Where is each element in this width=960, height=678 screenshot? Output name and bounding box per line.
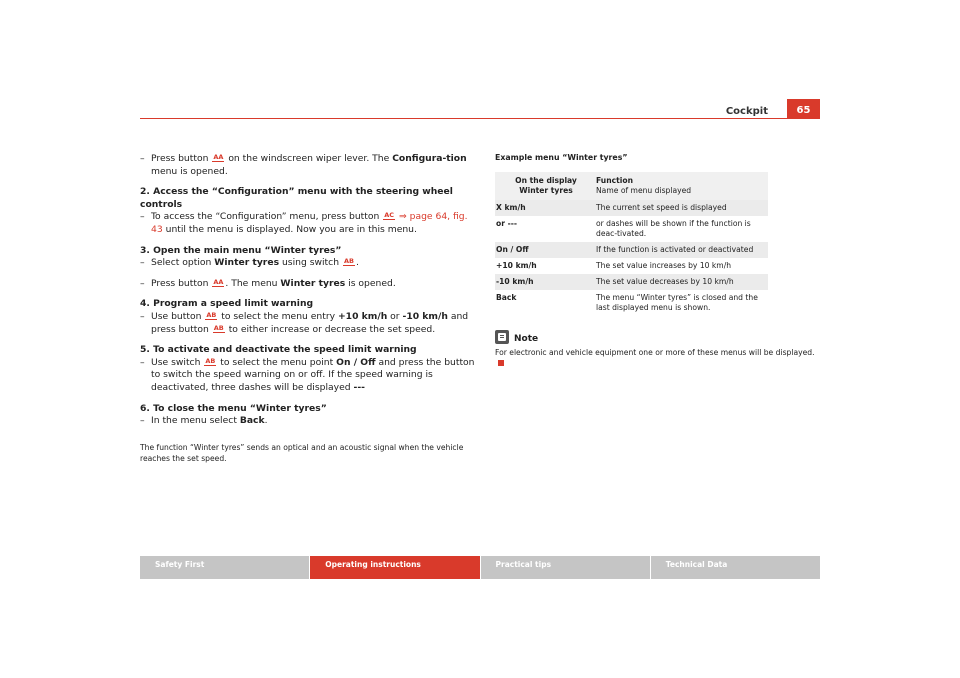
step-heading-6: 6. To close the menu “Winter tyres” bbox=[140, 402, 327, 414]
table-row: +10 km/h The set value increases by 10 km/h bbox=[496, 261, 732, 270]
table-row: X km/h The current set speed is displayed bbox=[495, 200, 768, 216]
tab-safety-first[interactable]: Safety First bbox=[140, 556, 309, 579]
menu-table bbox=[495, 172, 768, 316]
section-title: Cockpit bbox=[725, 106, 768, 117]
key-aa-icon: AA bbox=[213, 153, 224, 161]
instruction-item: – Use switch AB to select the menu point On / Off and press the button to switch the speed warning on or off. If the speed warning is deactivated, three dashes will be displayed --- bbox=[140, 357, 480, 395]
table-header-row bbox=[495, 172, 768, 200]
header-cell-function: Function Name of menu displayed bbox=[596, 172, 768, 200]
key-ac-icon: AC bbox=[384, 211, 395, 220]
function-footnote: The function “Winter tyres” sends an optical and an acoustic signal when the vehicle reaches the set speed. bbox=[140, 442, 464, 463]
table-row: On / Off If the function is activated or deactivated bbox=[495, 242, 768, 258]
instruction-item: – Press button AA on the windscreen wiper lever. The Configura-tion menu is opened. bbox=[140, 153, 480, 178]
instruction-item: – Press button AA . The menu Winter tyres is opened. bbox=[140, 278, 480, 291]
step-heading-2: 2. Access the “Configuration” menu with the steering wheel controls bbox=[140, 186, 453, 210]
page-number: 65 bbox=[787, 99, 820, 119]
step-heading-3: 3. Open the main menu “Winter tyres” bbox=[140, 244, 342, 256]
table-row: or --- or dashes will be shown if the function is deac-tivated. bbox=[496, 219, 751, 238]
note-title: Note bbox=[514, 334, 539, 344]
note-header bbox=[495, 330, 820, 344]
instruction-item: – In the menu select Back. bbox=[140, 415, 480, 428]
tab-practical-tips[interactable]: Practical tips bbox=[481, 556, 650, 579]
end-of-section-icon bbox=[498, 360, 504, 366]
key-ab-icon: AB bbox=[206, 310, 217, 319]
instruction-item: – Use button AB to select the menu entry +10 km/h or -10 km/h and press button AB to either increase or decrease the set speed. bbox=[140, 311, 480, 336]
instruction-item: – Select option Winter tyres using switch AB . bbox=[140, 257, 480, 270]
page-reference-link[interactable]: ⇒ page 64, fig. 43 bbox=[151, 211, 468, 235]
step-heading-5: 5. To activate and deactivate the speed limit warning bbox=[140, 344, 417, 356]
key-ab-icon: AB bbox=[343, 257, 354, 266]
header-rule bbox=[140, 118, 820, 119]
step-heading-4: 4. Program a speed limit warning bbox=[140, 298, 314, 310]
instruction-item: – To access the “Configuration” menu, press button AC ⇒ page 64, fig. 43 until the menu is displayed. Now you are in this menu. bbox=[140, 211, 480, 236]
section-tabs bbox=[140, 556, 820, 579]
header-cell-display: On the display Winter tyres bbox=[495, 172, 596, 200]
key-ab-icon: AB bbox=[205, 356, 216, 365]
key-ab-icon: AB bbox=[213, 323, 224, 332]
example-column bbox=[495, 153, 820, 369]
note-text: For electronic and vehicle equipment one or more of these menus will be displayed. bbox=[495, 347, 820, 369]
table-row: -10 km/h The set value decreases by 10 km/h bbox=[495, 274, 768, 290]
key-aa-icon: AA bbox=[213, 277, 224, 286]
example-title: Example menu “Winter tyres” bbox=[495, 153, 628, 162]
note-icon bbox=[495, 330, 509, 344]
tab-technical-data[interactable]: Technical Data bbox=[651, 556, 820, 579]
table-row: Back The menu “Winter tyres” is closed and the last displayed menu is shown. bbox=[496, 293, 758, 312]
instructions-column bbox=[140, 153, 480, 464]
tab-operating-instructions[interactable]: Operating instructions bbox=[310, 556, 479, 579]
